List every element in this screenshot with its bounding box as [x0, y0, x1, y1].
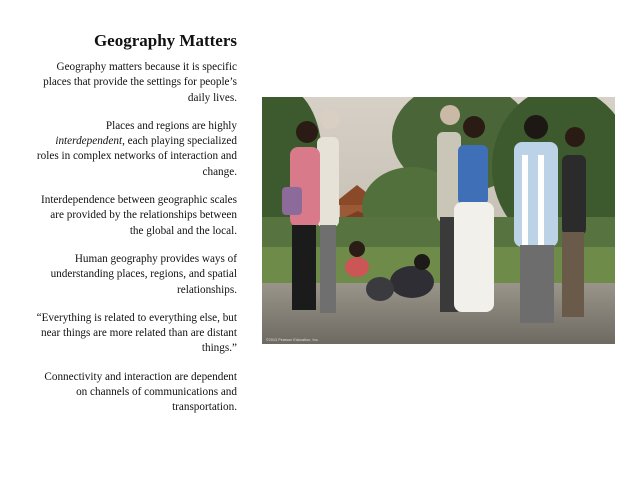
- paragraph-interdependent-rest: , each playing specialized roles in complex networks of interaction and change.: [36, 135, 237, 178]
- paragraph-interdependent-lead: Places and regions are highly: [105, 119, 237, 132]
- paragraph-interdependent: [34, 119, 237, 180]
- dancer-couple-right: [514, 115, 586, 323]
- paragraph-human-geography: Human geography provides ways of understanding places, regions, and spatial relationships.: [50, 252, 237, 296]
- paragraph-scales: Interdependence between geographic scales are provided by the relationships between the global and the local.: [41, 194, 237, 237]
- paragraph-connectivity: Connectivity and interaction are dependent on channels of communications and transportation.: [44, 370, 237, 414]
- term-interdependent: interdependent: [55, 135, 123, 148]
- dancers-photo: [262, 97, 615, 344]
- slide-title: Geography Matters: [93, 31, 237, 50]
- text-column: [34, 31, 237, 429]
- paragraph-tobler-quote: “Everything is related to everything else, but near things are more related than are distant things.”: [36, 311, 237, 355]
- photo-credit: ©2013 Pearson Education, Inc.: [266, 338, 319, 342]
- paragraph-geography-matters: Geography matters because it is specific places that provide the settings for people’s daily lives.: [43, 61, 237, 104]
- dancers-photo-illustration: [262, 97, 615, 344]
